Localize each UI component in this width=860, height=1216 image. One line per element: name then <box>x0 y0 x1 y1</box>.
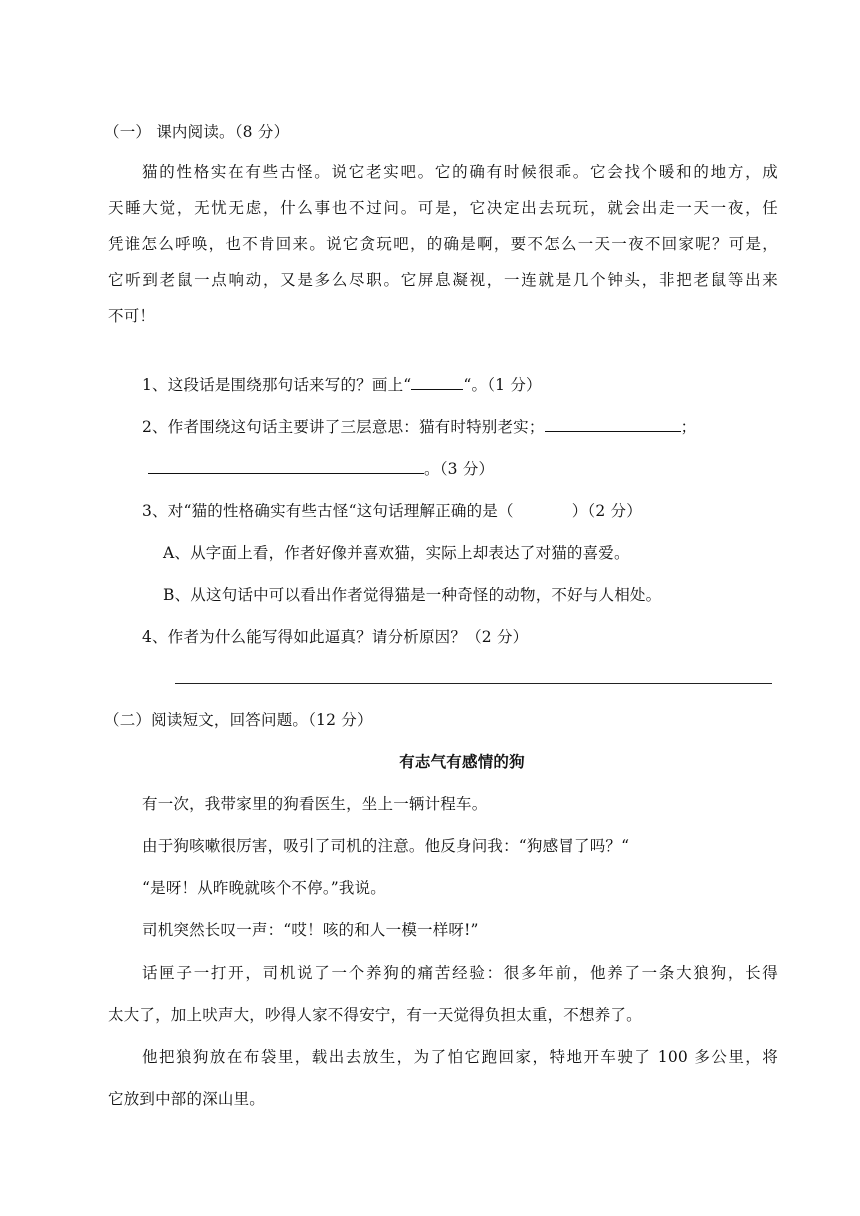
passage-line-5: 不可！ <box>108 307 156 325</box>
question-1-blank[interactable] <box>411 375 463 390</box>
question-3-text: 3、对“猫的性格确实有些古怪“这句话理解正确的是（ <box>142 502 514 520</box>
article-paragraph-5-line-1: 话匣子一打开，司机说了一个养狗的痛苦经验：很多年前，他养了一条大狼狗，长得 <box>142 964 778 982</box>
question-1 <box>142 373 542 395</box>
question-2-blank-1[interactable] <box>545 417 681 432</box>
question-2 <box>142 415 696 437</box>
article-paragraph-3: “是呀！从昨晚就咳个不停。”我说。 <box>142 879 386 897</box>
question-2-sep: ； <box>680 418 697 436</box>
question-3-option-a: A、从字面上看，作者好像并喜欢猫，实际上却表达了对猫的喜爱。 <box>163 544 630 562</box>
question-3-score: ）（2 分） <box>571 502 642 520</box>
question-2-line2 <box>148 457 494 479</box>
section1-passage <box>108 154 778 334</box>
passage-line-2: 天睡大觉，无忧无虑，什么事也不过问。可是，它决定出去玩玩，就会出走一天一夜，任 <box>108 199 778 217</box>
article-paragraph-6-line-1: 他把狼狗放在布袋里，载出去放生，为了怕它跑回家，特地开车驶了 100 多公里，将 <box>142 1048 778 1066</box>
article-paragraph-4: 司机突然长叹一声：“哎！咳的和人一模一样呀!” <box>142 921 479 939</box>
question-1-text: 1、这段话是围绕那句话来写的？画上“ <box>142 376 412 394</box>
article-title: 有志气有感情的狗 <box>399 752 525 771</box>
article-paragraph-1: 有一次，我带家里的狗看医生，坐上一辆计程车。 <box>142 795 488 813</box>
question-2-blank-2[interactable] <box>148 459 424 474</box>
question-3 <box>142 499 642 521</box>
question-2-text: 2、作者围绕这句话主要讲了三层意思：猫有时特别老实； <box>142 418 545 436</box>
section2-heading: （二）阅读短文，回答问题。（12 分） <box>104 711 373 729</box>
section1-heading: （一） 课内阅读。（8 分） <box>104 123 290 141</box>
article-paragraph-2: 由于狗咳嗽很厉害，吸引了司机的注意。他反身问我：“狗感冒了吗？“ <box>142 837 630 855</box>
passage-line-1: 猫的性格实在有些古怪。说它老实吧。它的确有时候很乖。它会找个暖和的地方，成 <box>142 163 778 181</box>
question-3-option-b: B、从这句话中可以看出作者觉得猫是一种奇怪的动物，不好与人相处。 <box>163 586 662 604</box>
passage-line-4: 它听到老鼠一点响动，又是多么尽职。它屏息凝视，一连就是几个钟头，非把老鼠等出来 <box>108 271 778 289</box>
passage-line-3: 凭谁怎么呼唤，也不肯回来。说它贪玩吧，的确是啊，要不怎么一天一夜不回家呢？可是， <box>108 235 778 253</box>
answer-line-q4[interactable] <box>175 683 772 684</box>
question-1-score: “。（1 分） <box>463 376 542 394</box>
article-paragraph-6 <box>108 1036 778 1120</box>
question-2-score: 。（3 分） <box>424 460 495 478</box>
article-paragraph-6-line-2: 它放到中部的深山里。 <box>108 1090 266 1108</box>
question-4: 4、作者为什么能写得如此逼真？请分析原因？（2 分） <box>142 628 529 646</box>
article-paragraph-5-line-2: 太大了，加上吠声大，吵得人家不得安宁，有一天觉得负担太重，不想养了。 <box>108 1006 642 1024</box>
article-paragraph-5 <box>108 952 778 1036</box>
